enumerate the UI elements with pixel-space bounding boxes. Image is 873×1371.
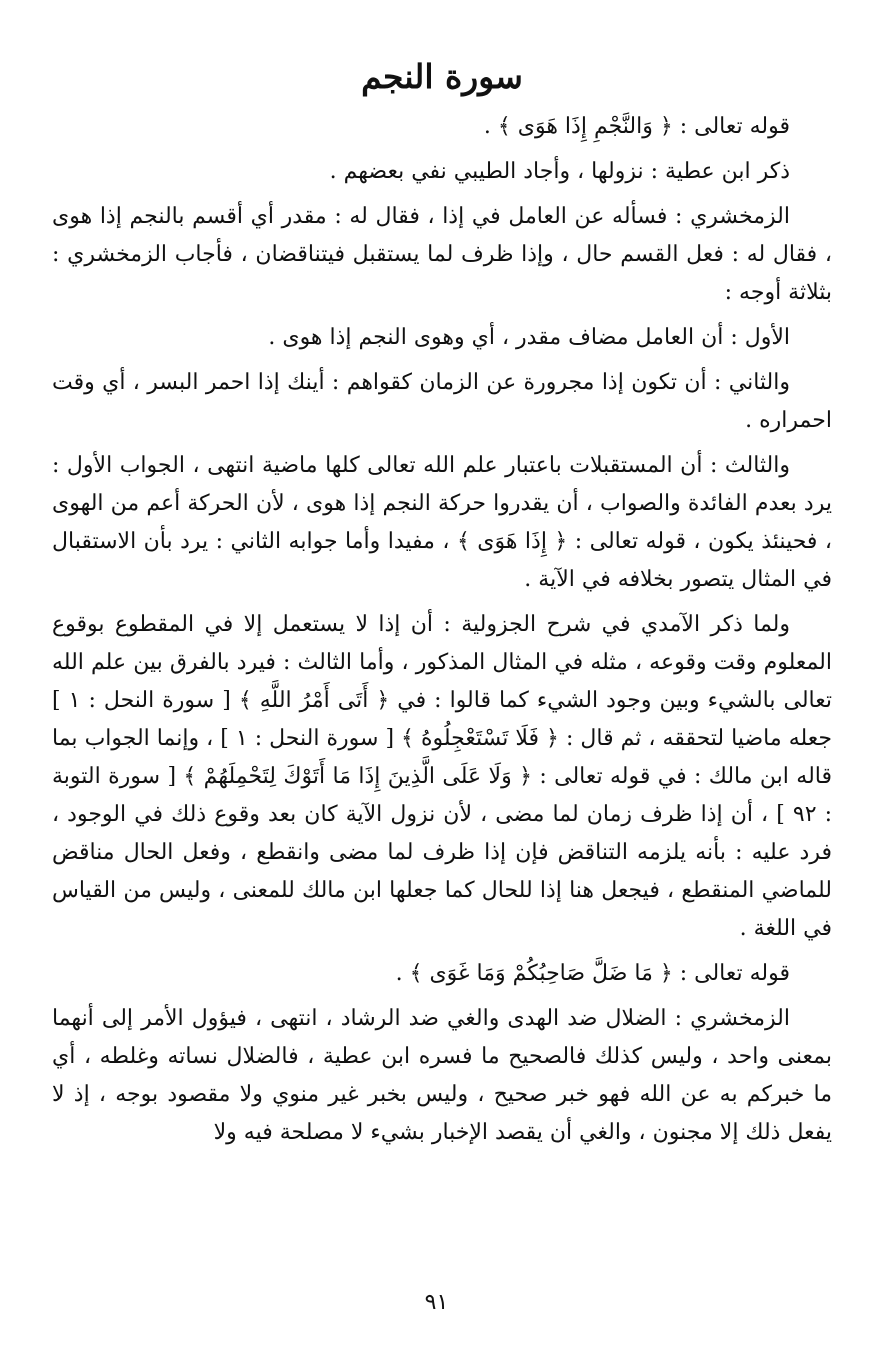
paragraph-amidi: ولما ذكر الآمدي في شرح الجزولية : أن إذا لا يستعمل إلا في المقطوع بوقوع المعلوم وقت وقوعه ، مثله في المثال المذكور ، وأما الثالث : فيرد بالفرق بين علم الله تعالى بالشيء وبين وجود الشيء كما قالوا : في ﴿ أَتَى أَمْرُ اللَّهِ ﴾ [ سورة النحل : ١ ] جعله ماضيا لتحققه ، ثم قال : ﴿ فَلَا تَسْتَعْجِلُوهُ ﴾ [ سورة النحل : ١ ] ، وإنما الجواب بما قاله ابن مالك : في قوله تعالى : ﴿ وَلَا عَلَى الَّذِينَ إِذَا مَا أَتَوْكَ لِتَحْمِلَهُمْ ﴾ [ سورة التوبة : ٩٢ ] ، أن إذا ظرف زمان لما مضى ، لأن نزول الآية كان بعد وقوع ذلك في الوجود ، فرد عليه : بأنه يلزمه التناقض فإن إذا ظرف لما مضى وانقطع ، وفعل الحال مناقض للماضي المنقطع ، فيجعل هنا إذا للحال كما جعلها ابن مالك للمعنى ، وليس من القياس في اللغة . — [52, 612, 833, 941]
page-body — [52, 54, 832, 1159]
paragraph-verse-2: قوله تعالى : ﴿ مَا ضَلَّ صَاحِبُكُمْ وَمَا غَوَى ﴾ . — [395, 961, 790, 986]
paragraph-third-answer: والثالث : أن المستقبلات باعتبار علم الله تعالى كلها ماضية انتهى ، الجواب الأول : يرد بعدم الفائدة والصواب ، أن يقدروا حركة النجم إذا هوى ، لأن الحركة أعم من الهوى ، فحينئذ يكون ، قوله تعالى : ﴿ إِذَا هَوَى ﴾ ، مفيدا وأما جوابه الثاني : يرد بأن الاستقبال في المثال يتصور بخلافه في الآية . — [52, 453, 832, 592]
paragraph-verse-1: قوله تعالى : ﴿ وَالنَّجْمِ إِذَا هَوَى ﴾ . — [483, 114, 790, 139]
paragraph-zamakhshari-question: الزمخشري : فسأله عن العامل في إذا ، فقال له : مقدر أي أقسم بالنجم إذا هوى ، فقال له : فعل القسم حال ، وإذا ظرف لما يستقبل فيتناقضان ، فأجاب الزمخشري : بثلاثة أوجه : — [52, 204, 832, 305]
paragraph-second-answer: والثاني : أن تكون إذا مجرورة عن الزمان كقواهم : أينك إذا احمر البسر ، أي وقت احمراره . — [52, 370, 832, 433]
paragraph-ibn-atiyya: ذكر ابن عطية : نزولها ، وأجاد الطيبي نفي بعضهم . — [329, 159, 790, 184]
page-title: سورة النجم — [361, 57, 523, 96]
page-number: ٩١ — [424, 1290, 449, 1315]
paragraph-first-answer: الأول : أن العامل مضاف مقدر ، أي وهوى النجم إذا هوى . — [268, 325, 790, 350]
paragraph-dalal-ghayy: الزمخشري : الضلال ضد الهدى والغي ضد الرشاد ، انتهى ، فيؤول الأمر إلى أنهما بمعنى واحد ، وليس كذلك فالصحيح ما فسره ابن عطية ، فالضلال نساته وغلطه ، أي ما خبركم به عن الله فهو خبر صحيح ، وليس بخبر غير منوي ولا مقصود بوجه ، إذ لا يفعل ذلك إلا مجنون ، والغي أن يقصد الإخبار بشيء لا مصلحة فيه ولا — [52, 1006, 832, 1145]
